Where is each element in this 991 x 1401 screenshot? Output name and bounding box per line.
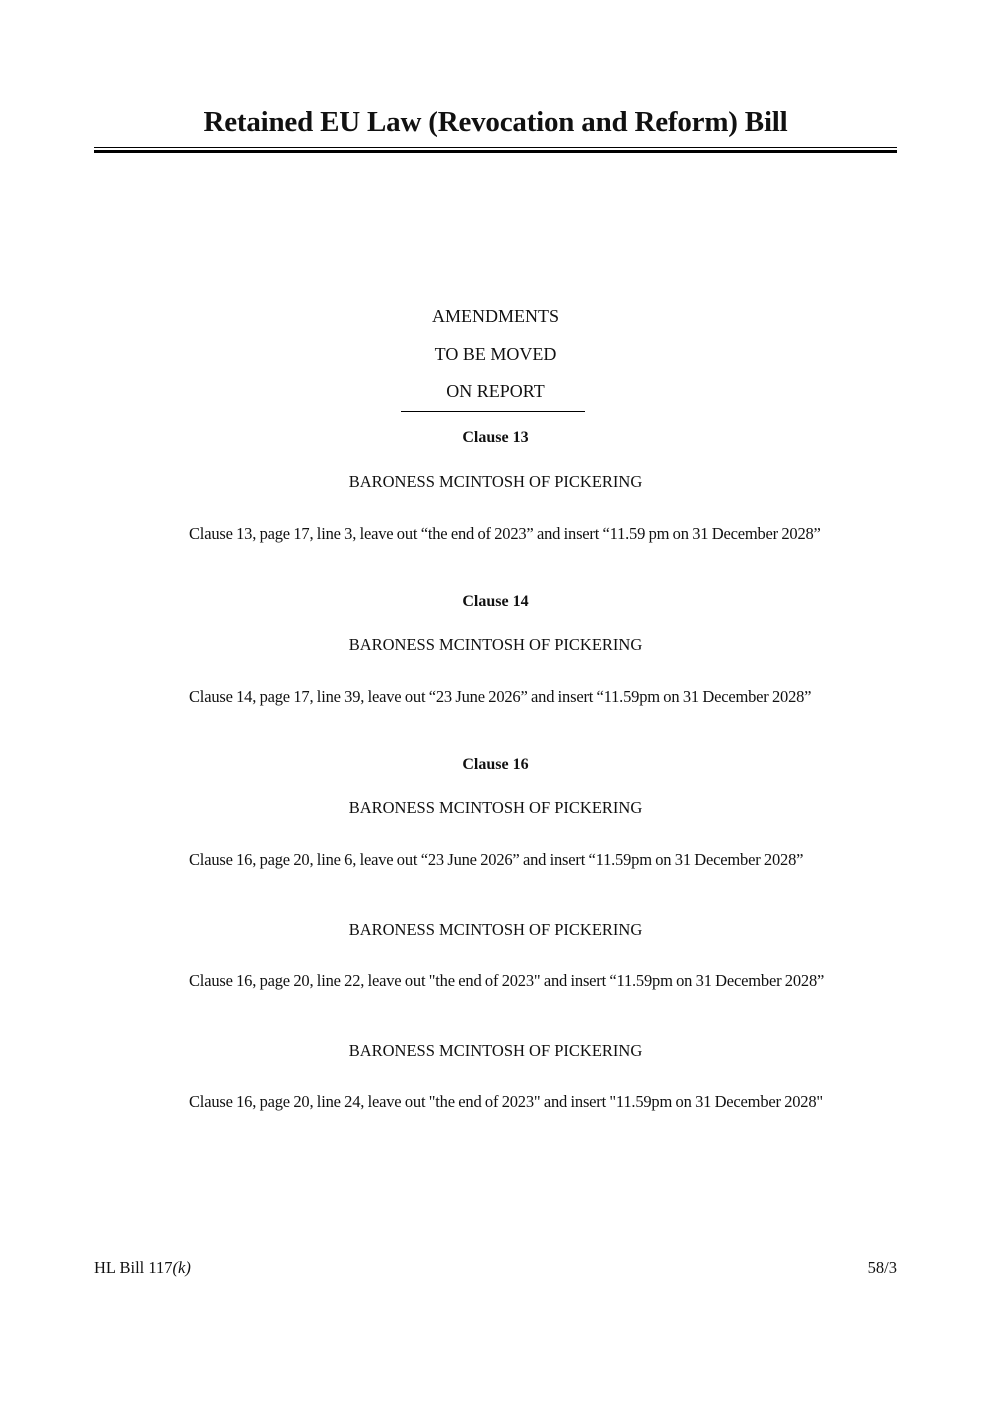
member-name: BARONESS MCINTOSH OF PICKERING (348, 920, 643, 939)
title-rule-thin (94, 147, 897, 148)
page-reference: 58/3 (867, 1258, 897, 1277)
member-name: BARONESS MCINTOSH OF PICKERING (348, 1041, 643, 1060)
clause-heading: Clause 14 (462, 593, 529, 610)
bill-suffix: (k) (172, 1258, 191, 1277)
heading-rule (401, 411, 585, 412)
clause-heading: Clause 13 (462, 429, 529, 446)
amendment-text: Clause 16, page 20, line 22, leave out "the end of 2023" and insert “11.59pm on 31 December 2028” (189, 971, 825, 990)
clause-heading: Clause 16 (462, 756, 529, 773)
heading-line-1: AMENDMENTS (431, 306, 559, 326)
amendment-text: Clause 16, page 20, line 24, leave out "the end of 2023" and insert "11.59pm on 31 December 2028" (189, 1092, 823, 1111)
amendments-heading (0, 304, 991, 417)
amendment-text: Clause 14, page 17, line 39, leave out “23 June 2026” and insert “11.59pm on 31 December 2028” (189, 687, 812, 706)
member-name: BARONESS MCINTOSH OF PICKERING (348, 472, 643, 491)
member-name: BARONESS MCINTOSH OF PICKERING (348, 798, 643, 817)
heading-line-2: TO BE MOVED (434, 343, 557, 364)
document-title: Retained EU Law (Revocation and Reform) Bill (203, 106, 788, 138)
title-rule-thick (94, 150, 897, 153)
heading-line-3: ON REPORT (446, 381, 545, 401)
bill-number: HL Bill 117 (94, 1258, 173, 1277)
member-name: BARONESS MCINTOSH OF PICKERING (348, 635, 643, 654)
amendment-text: Clause 13, page 17, line 3, leave out “the end of 2023” and insert “11.59 pm on 31 December 2028” (189, 524, 821, 543)
bill-reference (94, 1258, 191, 1278)
amendment-text: Clause 16, page 20, line 6, leave out “23 June 2026” and insert “11.59pm on 31 December 2028” (189, 850, 804, 869)
